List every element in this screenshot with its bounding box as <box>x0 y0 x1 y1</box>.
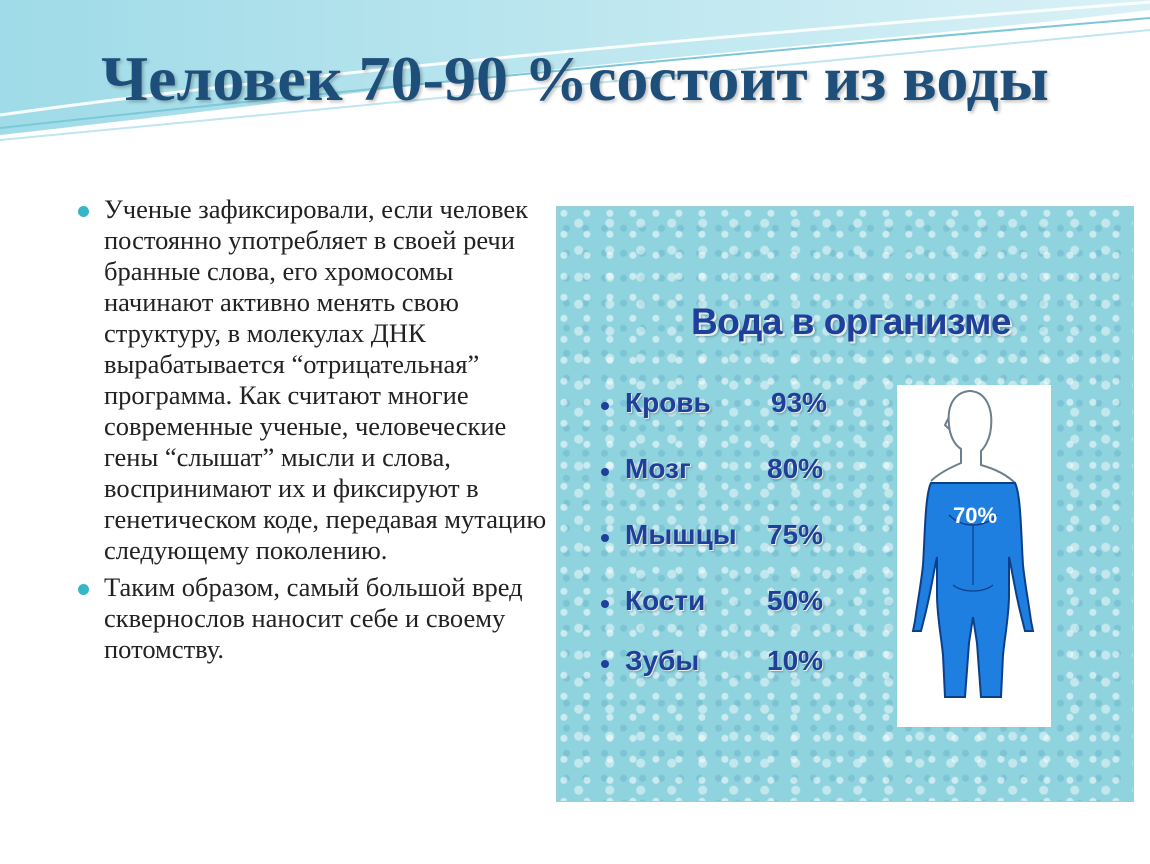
bullet-text: Таким образом, самый большой вред сквернослов наносит себе и своему потомству. <box>104 572 523 664</box>
panel-title: Вода в организме <box>691 301 1011 342</box>
body-water-percent: 70% <box>953 503 998 528</box>
bullet-text: Ученые зафиксировали, если человек постоянно употребляет в своей речи бранные слова, его хромосомы начинают активно менять свою структуру, в молекулах ДНК вырабатывается “отрицательная” программа. Как считают многие современные ученые, человеческие гены “слышат” мысли и слова, воспринимают их и фиксируют в генетическом коде, передавая мутацию следующему поколению. <box>104 194 547 565</box>
bullet-dot-icon <box>601 468 609 476</box>
organ-percent: 80% <box>767 453 824 484</box>
organ-name: Мышцы <box>625 519 737 550</box>
organ-item <box>601 387 841 427</box>
organ-item <box>601 585 841 625</box>
organ-percent: 93% <box>771 387 828 418</box>
bullet-dot-icon <box>601 402 609 410</box>
organ-name: Мозг <box>625 453 691 484</box>
organ-item <box>601 453 841 493</box>
bullet-dot-icon <box>601 660 609 668</box>
human-figure-icon <box>897 385 1051 727</box>
bullet-dot-icon <box>601 600 609 608</box>
organ-item <box>601 519 841 559</box>
bullet-dot-icon <box>78 584 89 595</box>
organ-item <box>601 645 841 685</box>
organ-percent: 50% <box>767 585 824 616</box>
bullet-dot-icon <box>601 534 609 542</box>
bullet-item <box>78 572 558 665</box>
bullet-dot-icon <box>78 206 89 217</box>
organ-percent: 75% <box>767 519 824 550</box>
organ-name: Зубы <box>625 645 700 676</box>
water-in-body-panel <box>556 206 1134 802</box>
human-figure-illustration <box>897 385 1051 727</box>
organ-name: Кости <box>625 585 706 616</box>
bullet-item <box>78 194 558 566</box>
organ-percent: 10% <box>767 645 824 676</box>
bullet-list <box>78 194 558 671</box>
organ-name: Кровь <box>625 387 711 418</box>
page-title: Человек 70-90 %состоит из воды <box>101 43 1049 114</box>
